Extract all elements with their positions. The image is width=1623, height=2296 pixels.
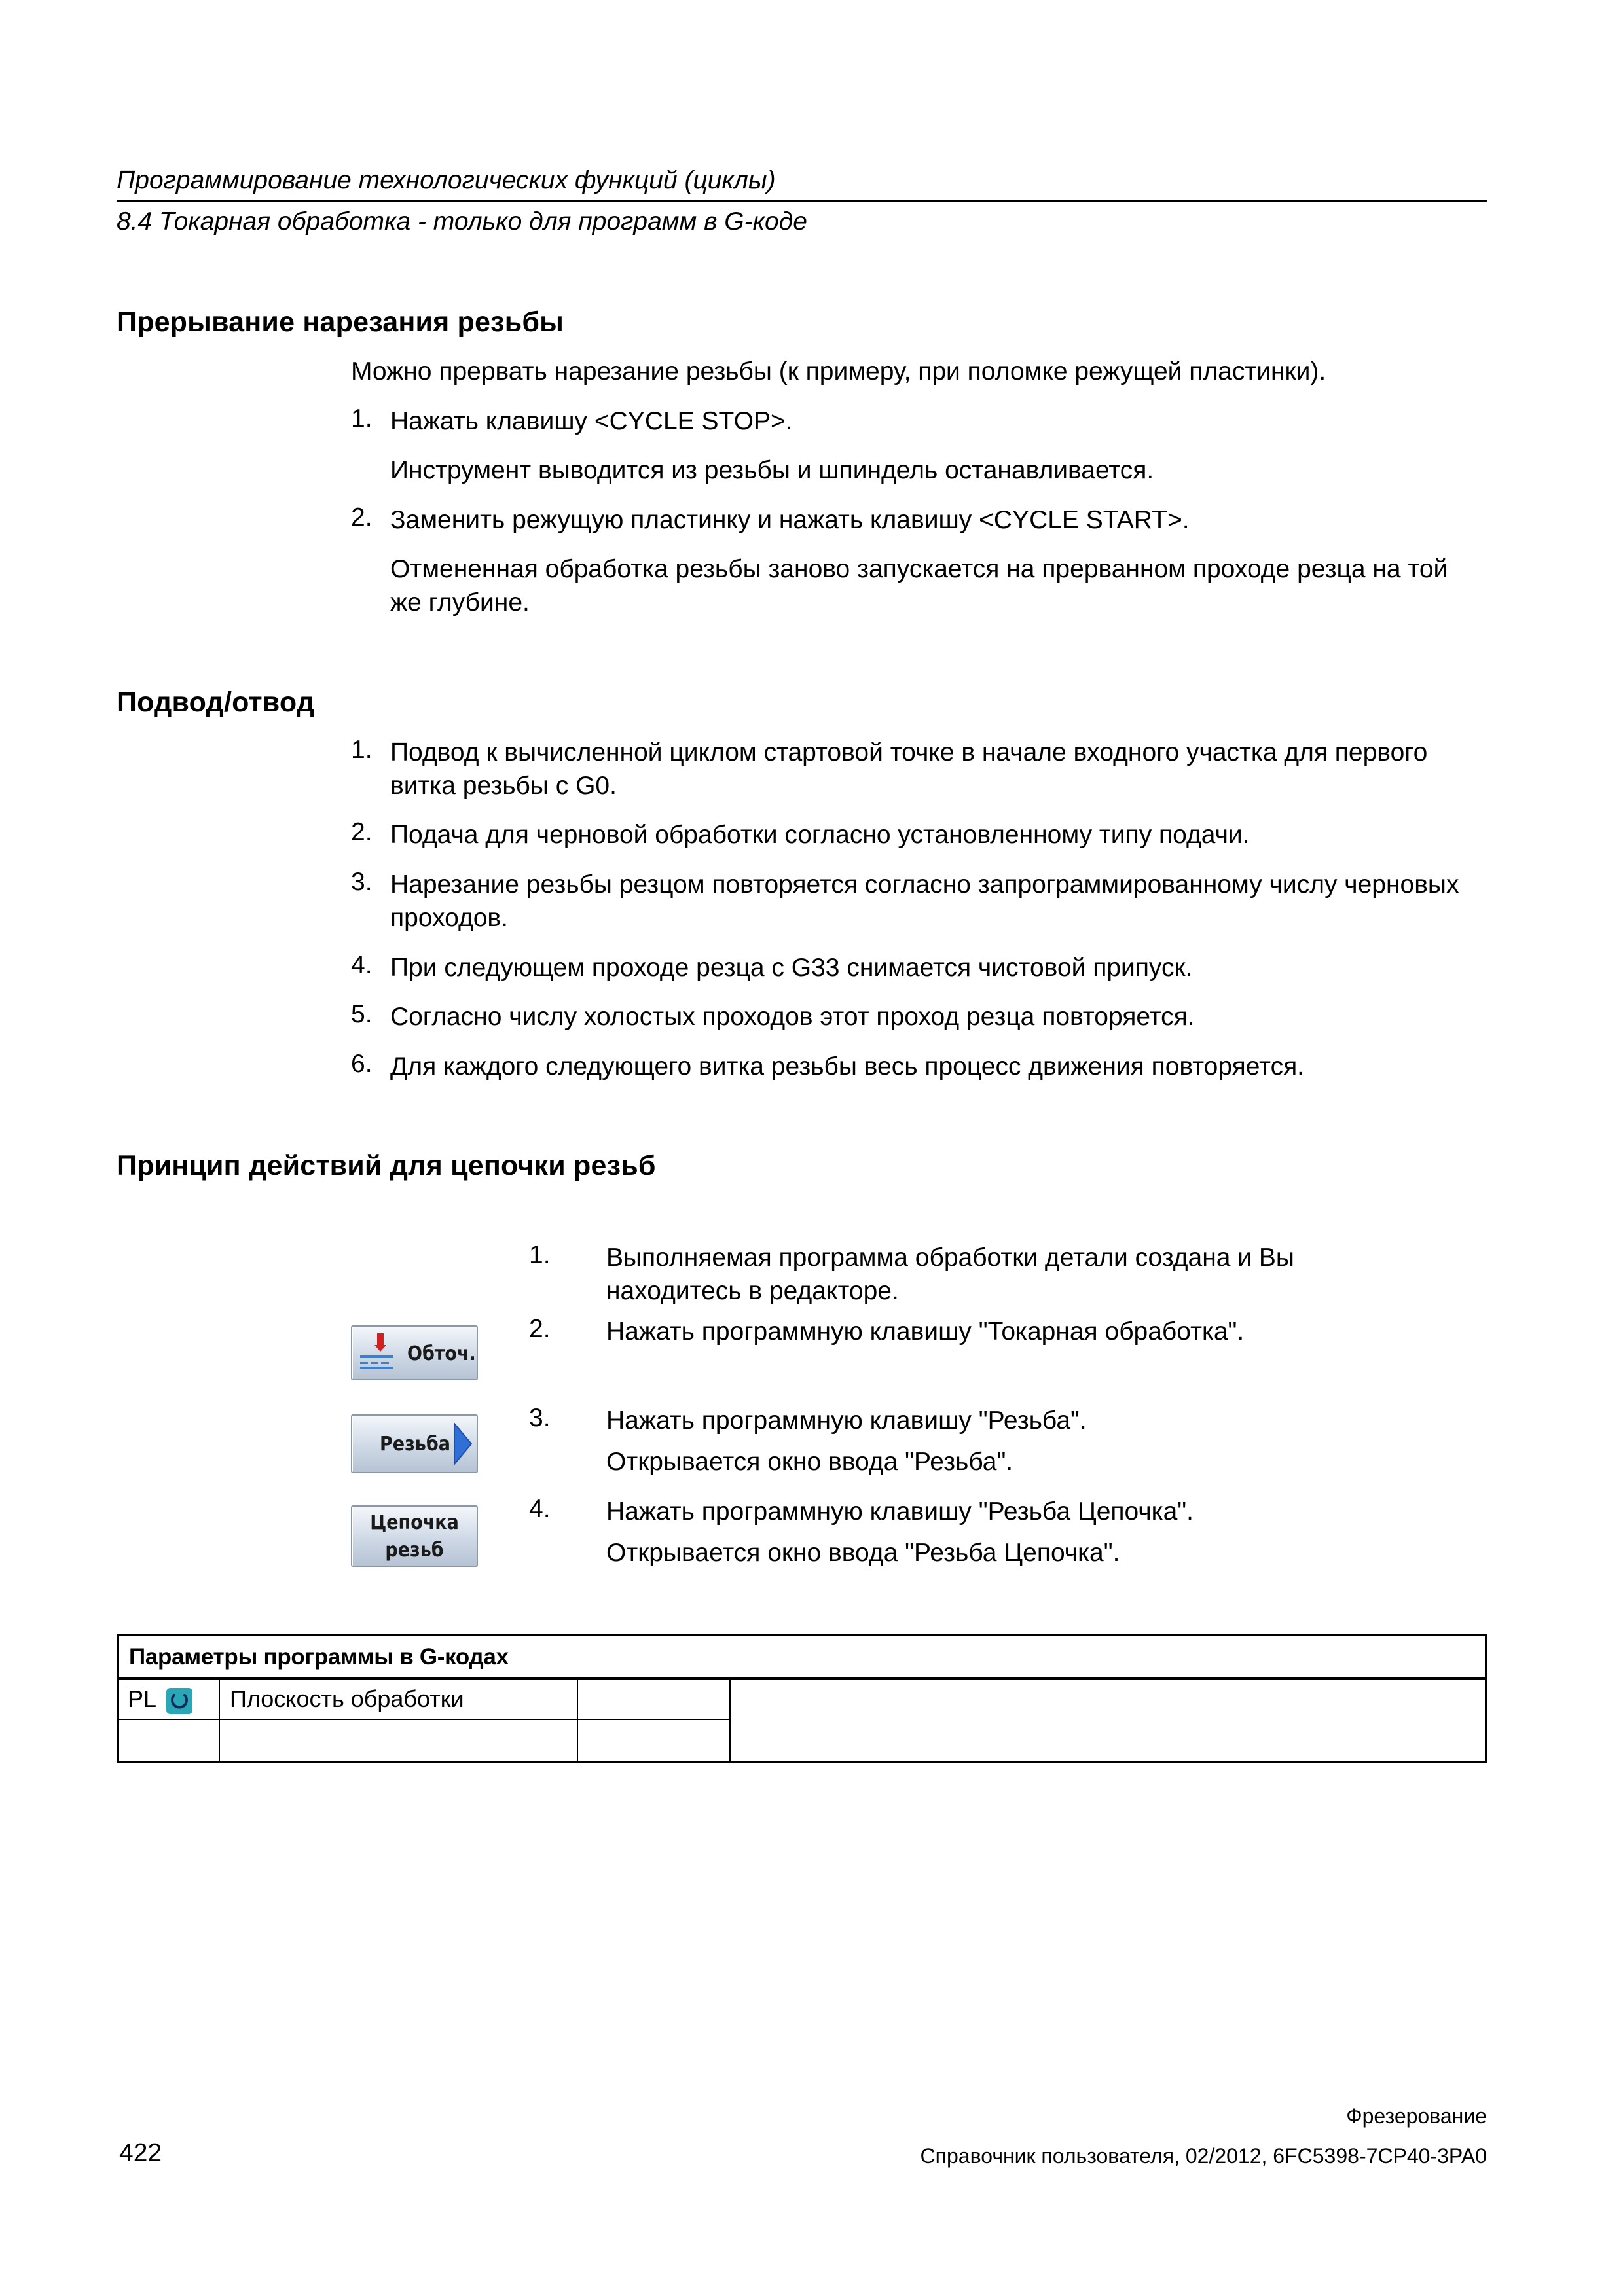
table-title: Параметры программы в G-кодах [129,1644,509,1670]
turning-tool-icon [357,1332,394,1372]
softkey-label [352,1509,477,1564]
step-text: Нарезание резьбы резцом повторяется согласно запрограммированному числу черновых проходов. [390,870,1459,932]
intro-paragraph: Можно прервать нарезание резьбы (к примеру, при поломке режущей пластинки). [351,357,1326,386]
step-text: При следующем проходе резца с G33 снимается чистовой припуск. [390,954,1193,982]
running-header-section: 8.4 Токарная обработка - только для программ в G-коде [117,207,807,236]
step-text: Нажать программную клавишу "Резьба Цепочка". [606,1498,1194,1526]
footer-book-title: Фрезерование [1346,2104,1487,2128]
step-text: Заменить режущую пластинку и нажать клавишу <CYCLE START>. [390,506,1190,534]
section-heading-approach-retract: Подвод/отвод [117,687,315,718]
step-number: 2. [351,818,373,846]
footer-manual-info: Справочник пользователя, 02/2012, 6FC5398-7CP40-3PA0 [920,2144,1487,2168]
toggle-icon[interactable] [166,1687,193,1715]
step-text: Нажать программную клавишу "Токарная обработка". [606,1318,1245,1346]
softkey-label: Обточ. [407,1342,476,1365]
step-number: 5. [351,1000,373,1028]
step-text: Нажать программную клавишу "Резьба". [606,1407,1087,1435]
param-name: PL [128,1685,157,1712]
param-description: Плоскость обработки [230,1685,464,1712]
step-text: Согласно числу холостых проходов этот проход резца повторяется. [390,1003,1195,1031]
step-number: 3. [351,868,373,896]
step-text: Нажать клавишу <CYCLE STOP>. [390,407,793,435]
softkey-label: Резьба [380,1433,450,1456]
step-number: 3. [529,1404,551,1432]
section-heading-thread-interrupt: Прерывание нарезания резьбы [117,306,564,338]
step-number: 1. [351,736,373,764]
softkey-thread[interactable] [351,1414,478,1473]
softkey-turning[interactable] [351,1325,478,1380]
arrow-right-icon [452,1421,474,1467]
step-number: 2. [351,503,373,531]
step-result: Открывается окно ввода "Резьба". [606,1448,1013,1476]
step-text: Выполняемая программа обработки детали создана и Вы находитесь в редакторе. [606,1244,1294,1305]
step-text: Для каждого следующего витка резьбы весь процесс движения повторяется. [390,1052,1305,1081]
step-number: 1. [529,1241,551,1269]
running-header-chapter: Программирование технологических функций (циклы) [117,166,776,194]
table-row-rule [119,1719,731,1720]
step-result: Отмененная обработка резьбы заново запускается на прерванном проходе резца на той же глубине. [390,555,1448,617]
step-result: Открывается окно ввода "Резьба Цепочка". [606,1539,1120,1567]
step-text: Подача для черновой обработки согласно установленному типу подачи. [390,821,1250,849]
step-text: Подвод к вычисленной циклом стартовой точке в начале входного участка для первого витка резьбы с G0. [390,738,1428,800]
parameters-table [117,1634,1487,1763]
table-header-rule [119,1677,1485,1680]
step-number: 1. [351,404,373,433]
step-number: 2. [529,1315,551,1343]
section-heading-thread-chain: Принцип действий для цепочки резьб [117,1150,656,1181]
softkey-label-line1: Цепочка [370,1511,459,1534]
softkey-label-line2: резьб [385,1539,444,1562]
page-number: 422 [119,2139,162,2167]
step-number: 6. [351,1050,373,1078]
header-rule [117,200,1487,202]
step-number: 4. [351,951,373,979]
softkey-thread-chain[interactable] [351,1505,478,1567]
step-result: Инструмент выводится из резьбы и шпиндель останавливается. [390,456,1154,484]
step-number: 4. [529,1495,551,1523]
